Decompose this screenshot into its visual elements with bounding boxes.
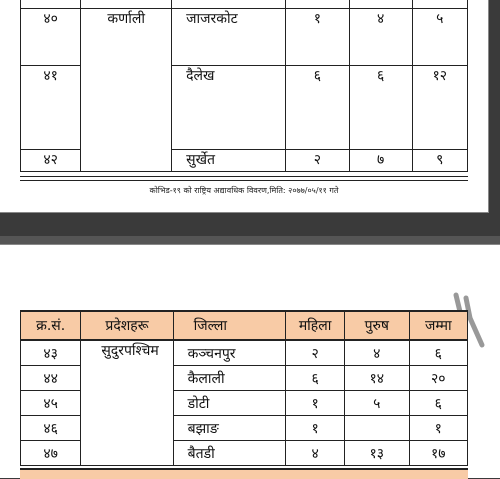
female-count: ४ [286, 441, 345, 466]
district-cell: दैलेख [172, 66, 286, 150]
male-count: ७ [349, 150, 412, 172]
district-cell: जाजरकोट [172, 9, 286, 66]
female-count: २ [286, 340, 345, 366]
district-cell: डोटी [173, 391, 286, 416]
serial-number: ४० [21, 9, 81, 66]
serial-number: ४३ [21, 340, 81, 366]
female-count: १ [286, 416, 345, 441]
serial-number: ४४ [21, 366, 81, 391]
district-cell: कञ्चनपुर [173, 340, 286, 366]
district-cell: सुर्खेत [172, 150, 286, 172]
bottom-data-table [20, 310, 468, 466]
header-male: पुरुष [344, 311, 409, 340]
table-bottom-rule [20, 176, 468, 181]
female-count: १ [286, 9, 350, 66]
table-row [21, 9, 468, 66]
serial-number: ४५ [21, 391, 81, 416]
district-cell: कैलाली [173, 366, 286, 391]
male-count: ६ [349, 66, 412, 150]
table-row [21, 0, 468, 9]
top-data-table [20, 0, 468, 172]
serial-number: ४७ [21, 441, 81, 466]
province-cell: सुदुरपश्चिम [81, 340, 173, 466]
document-page-top [0, 0, 489, 213]
next-row-strip [20, 468, 468, 479]
total-count: १७ [409, 441, 467, 466]
source-note: कोभिड-१९ को राष्ट्रिय अद्यावधिक विवरण,मिति: २०७७/०५/११ गते [149, 186, 339, 195]
total-count: १२ [412, 66, 468, 150]
male-count: ५ [344, 391, 409, 416]
total-count: १ [409, 416, 467, 441]
header-female: महिला [286, 311, 345, 340]
female-count: ६ [286, 366, 345, 391]
total-count: ६ [409, 391, 467, 416]
male-count: ४ [349, 9, 412, 66]
female-count: २ [286, 150, 350, 172]
female-count: ६ [286, 66, 350, 150]
total-count: ६ [409, 340, 467, 366]
header-district: जिल्ला [173, 311, 286, 340]
district-cell: बझाङ [173, 416, 286, 441]
total-count: ५ [412, 9, 468, 66]
serial-number: ४६ [21, 416, 81, 441]
serial-number: ४१ [21, 66, 81, 150]
male-count [344, 416, 409, 441]
province-cell: कर्णाली [81, 9, 172, 172]
header-province: प्रदेशहरू [81, 311, 173, 340]
male-count: ४ [344, 340, 409, 366]
table-header-row [21, 311, 468, 340]
district-cell: बैतडी [173, 441, 286, 466]
total-count: ९ [412, 150, 468, 172]
male-count: १३ [344, 441, 409, 466]
serial-number: ४२ [21, 150, 81, 172]
total-count: २० [409, 366, 467, 391]
table-row [21, 340, 468, 366]
header-total: जम्मा [409, 311, 467, 340]
female-count: १ [286, 391, 345, 416]
male-count: १४ [344, 366, 409, 391]
page-separator [0, 236, 500, 244]
header-serial: क्र.सं. [21, 311, 81, 340]
